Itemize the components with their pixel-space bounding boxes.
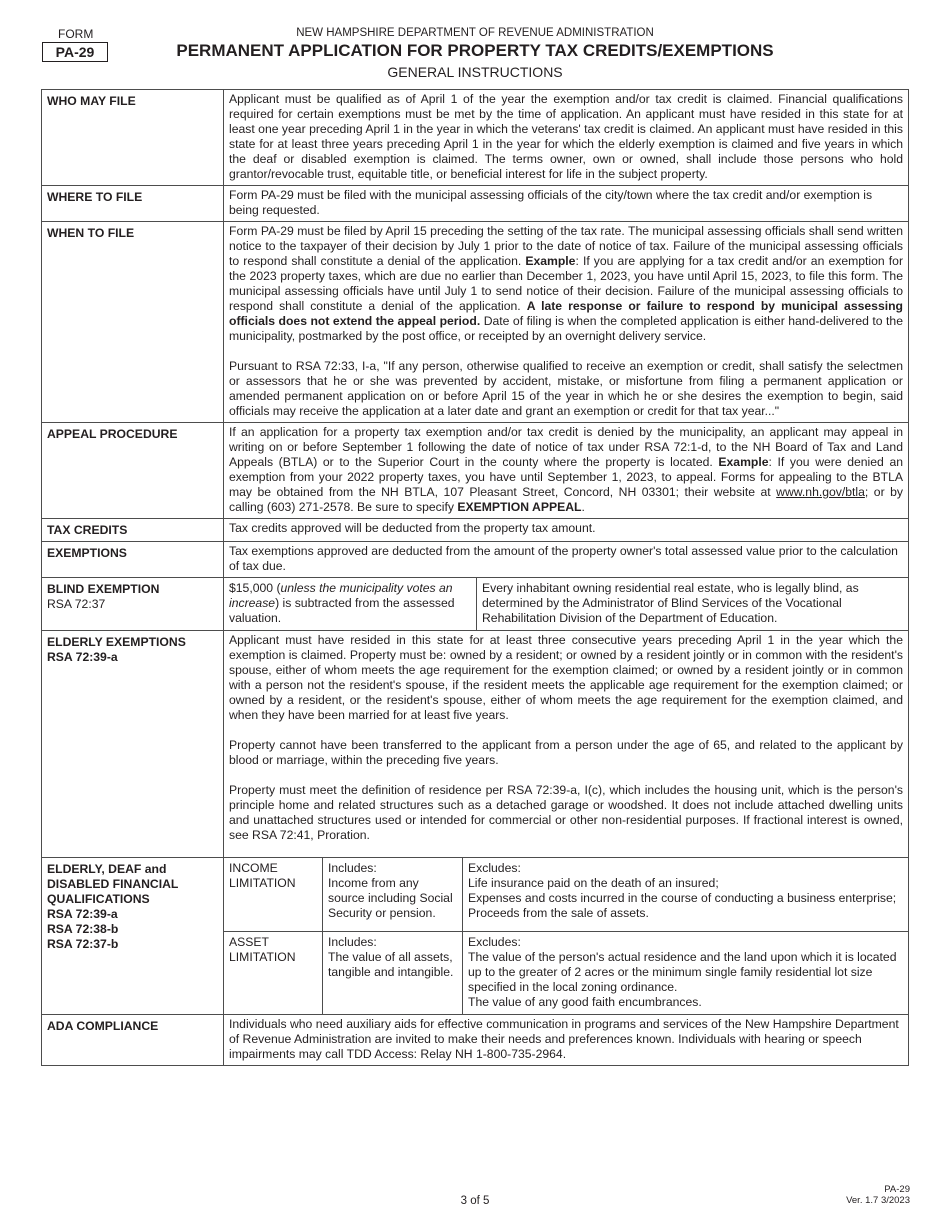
- asset-excludes: Excludes: The value of the person's actual residence and the land upon which it is located up to the greater of 2 acres or the minimum single family residential lot size specified in the local zoning ordinance. The value of any good faith encumbrances.: [463, 932, 909, 1015]
- row-label: WHO MAY FILE: [42, 90, 224, 186]
- row-label: ELDERLY EXEMPTIONS RSA 72:39-a: [42, 631, 224, 858]
- rsa-reference: RSA 72:37-b: [47, 937, 119, 951]
- page-title: PERMANENT APPLICATION FOR PROPERTY TAX CREDITS/EXEMPTIONS: [176, 41, 774, 60]
- row-label: ADA COMPLIANCE: [42, 1015, 224, 1066]
- where-to-file-text: Form PA-29 must be filed with the municipal assessing officials of the city/town where the tax credit and/or exemption is being requested.: [224, 186, 909, 222]
- rsa-reference: RSA 72:39-a: [47, 907, 118, 921]
- instructions-table: [41, 89, 909, 1066]
- income-includes: Includes: Income from any source including Social Security or pension.: [323, 858, 463, 932]
- row-label: WHERE TO FILE: [42, 186, 224, 222]
- row-ada-compliance: [42, 1015, 909, 1066]
- when-to-file-paragraph-2: Pursuant to RSA 72:33, I-a, "If any person, otherwise qualified to receive an exemption or credit, shall satisfy the selectmen or assessors that he or she was prevented by accident, mistake, or misfortune from filing a permanent application or amended permanent application on or before April 15 of the year in which he or she desires the exemption to begin, said officials may receive the application at a later date and grant an exemption or credit for that tax year...": [229, 359, 903, 418]
- elderly-paragraph-1: Applicant must have resided in this state for at least three consecutive years preceding April 1 in the year which the exemption is claimed. Property must be: owned by a resident; or owned by a resident jointly or in common with the resident's spouse, either of whom meets the age requirement for the exemption claimed; or owned by a resident jointly or in common with a person not the resident's spouse, if the resident meets the applicable age requirement for the exemption claimed; or owned by a resident, or the resident's spouse, either of whom meets the age requirement for the exemption claimed, and when they have been married for at least five years.: [229, 633, 903, 722]
- row-label: BLIND EXEMPTION RSA 72:37: [42, 578, 224, 631]
- blind-exemption-amount: $15,000 (unless the municipality votes an increase) is subtracted from the assessed valuation.: [224, 578, 477, 630]
- row-who-may-file: [42, 90, 909, 186]
- rsa-reference: RSA 72:39-a: [47, 650, 118, 664]
- when-to-file-paragraph-1: Form PA-29 must be filed by April 15 preceding the setting of the tax rate. The municipal assessing officials shall send written notice to the taxpayer of their decision by July 1 prior to the date of notice of tax. Failure of the municipal assessing officials to respond shall constitute a denial of the application. Example: If you are applying for a tax credit and/or an exemption for the 2023 property taxes, which are due no earlier than December 1, 2023, you have until April 15, 2023, to file this form. The municipal assessing officials have until July 1 to send notice of their decision. Failure of the municipal assessing officials to respond shall constitute a denial of the application. A late response or failure to respond by municipal assessing officials does not extend the appeal period. Date of filing is when the completed application is either hand-delivered to the municipality, postmarked by the post office, or receipted by an overnight delivery service.: [229, 224, 903, 343]
- row-tax-credits: [42, 519, 909, 542]
- form-label: FORM: [58, 27, 94, 41]
- row-label: EXEMPTIONS: [42, 542, 224, 578]
- appeal-procedure-text: If an application for a property tax exemption and/or tax credit is denied by the municipality, an applicant may appeal in writing on or before September 1 following the date of notice of tax under RSA 72:1-d, to the NH Board of Tax and Land Appeals (BTLA) or to the Superior Court in the county where the property is located. Example: If you were denied an exemption from your 2022 property taxes, you have until September 1, 2023, to appeal. Forms for appealing to the BTLA may be obtained from the NH BTLA, 107 Pleasant Street, Concord, NH 03301; their website at www.nh.gov/btla; or by calling (603) 271-2578. Be sure to specify EXEMPTION APPEAL.: [224, 423, 909, 519]
- who-may-file-text: Applicant must be qualified as of April 1 of the year the exemption and/or tax credit is claimed. Financial qualifications required for certain exemptions must be met by the time of application. An applicant must have resided in this state for at least one year preceding April 1 in the year in which the veterans' tax credit is claimed. An applicant must have resided in this state for at least three years preceding April 1 in the year for which the elderly exemption is claimed and five years in which the deaf or disabled exemption is claimed. The terms owner, own or owned, shall include those persons who hold grantor/revocable trust, equitable title, or beneficial interest for life in the subject property.: [224, 90, 909, 186]
- row-label: ELDERLY, DEAF and DISABLED FINANCIAL QUALIFICATIONS RSA 72:39-a RSA 72:38-b RSA 72:37-b: [42, 858, 224, 1015]
- row-appeal-procedure: [42, 423, 909, 519]
- row-elderly-exemptions: [42, 631, 909, 858]
- elderly-paragraph-3: Property must meet the definition of residence per RSA 72:39-a, I(c), which includes the housing unit, which is the person's principle home and related structures such as a detached garage or woodshed. It does not include attached dwelling units and unattached structures used or intended for commercial or other non-residential purposes. If fractional interest is owned, see RSA 72:41, Proration.: [229, 783, 903, 842]
- page-number: 3 of 5: [460, 1195, 490, 1207]
- form-code-box: PA-29: [42, 42, 108, 62]
- financial-qualifications-cell: [224, 858, 909, 1015]
- footer-version: PA-29 Ver. 1.7 3/2023: [846, 1184, 910, 1206]
- income-limitation-row: [224, 858, 908, 932]
- income-excludes: Excludes: Life insurance paid on the death of an insured; Expenses and costs incurred in the course of conducting a business enterprise; Proceeds from the sale of assets.: [463, 858, 909, 932]
- asset-limitation-heading: ASSET LIMITATION: [224, 932, 323, 1015]
- exemptions-text: Tax exemptions approved are deducted from the amount of the property owner's total assessed value prior to the calculation of tax due.: [224, 542, 909, 578]
- row-blind-exemption: [42, 578, 909, 631]
- row-when-to-file: [42, 222, 909, 423]
- when-to-file-text: [224, 222, 909, 423]
- elderly-exemptions-text: [224, 631, 909, 858]
- row-financial-qualifications: [42, 858, 909, 1015]
- row-label: WHEN TO FILE: [42, 222, 224, 423]
- rsa-reference: RSA 72:38-b: [47, 922, 119, 936]
- blind-exemption-cell: [224, 578, 909, 631]
- elderly-paragraph-2: Property cannot have been transferred to the applicant from a person under the age of 65, and related to the applicant by blood or marriage, within the preceding five years.: [229, 738, 903, 767]
- department-name: NEW HAMPSHIRE DEPARTMENT OF REVENUE ADMINISTRATION: [296, 27, 654, 39]
- row-label: APPEAL PROCEDURE: [42, 423, 224, 519]
- page-subtitle: GENERAL INSTRUCTIONS: [387, 64, 563, 80]
- btla-website-link[interactable]: www.nh.gov/btla: [776, 485, 865, 499]
- tax-credits-text: Tax credits approved will be deducted from the property tax amount.: [224, 519, 909, 542]
- row-where-to-file: [42, 186, 909, 222]
- blind-exemption-eligibility: Every inhabitant owning residential real estate, who is legally blind, as determined by the Administrator of Blind Services of the Vocational Rehabilitation Division of the Department of Education.: [477, 578, 909, 630]
- asset-includes: Includes: The value of all assets, tangible and intangible.: [323, 932, 463, 1015]
- income-limitation-heading: INCOME LIMITATION: [224, 858, 323, 932]
- row-exemptions: [42, 542, 909, 578]
- rsa-reference: RSA 72:37: [47, 597, 106, 611]
- asset-limitation-row: [224, 932, 908, 1015]
- ada-compliance-text: Individuals who need auxiliary aids for effective communication in programs and services of the New Hampshire Department of Revenue Administration are invited to make their needs and preferences known. Individuals with hearing or speech impairments may call TDD Access: Relay NH 1-800-735-2964.: [224, 1015, 909, 1066]
- row-label: TAX CREDITS: [42, 519, 224, 542]
